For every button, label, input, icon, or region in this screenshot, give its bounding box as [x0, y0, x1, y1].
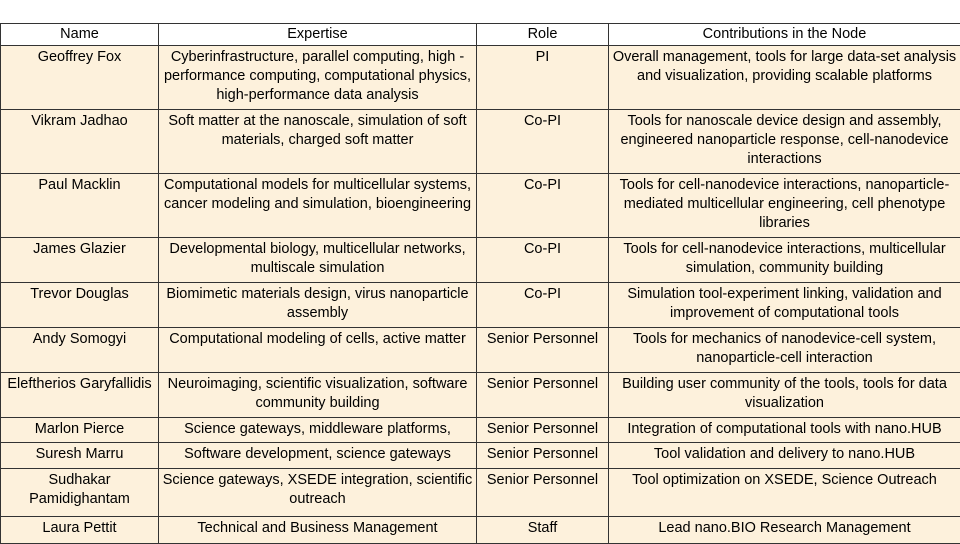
table-row — [1, 328, 960, 373]
table-row — [1, 46, 960, 110]
cell-expertise: Soft matter at the nanoscale, simulation of soft materials, charged soft matter — [159, 110, 477, 174]
header-role: Role — [477, 24, 609, 46]
cell-role: PI — [477, 46, 609, 110]
cell-role: Senior Personnel — [477, 418, 609, 443]
cell-contributions: Building user community of the tools, tools for data visualization — [609, 373, 960, 418]
table-row — [1, 110, 960, 174]
cell-contributions: Tools for cell-nanodevice interactions, nanoparticle-mediated multicellular engineering, cell phenotype libraries — [609, 174, 960, 238]
team-table — [0, 23, 960, 544]
cell-role: Co-PI — [477, 110, 609, 174]
cell-expertise: Computational modeling of cells, active matter — [159, 328, 477, 373]
header-contributions: Contributions in the Node — [609, 24, 960, 46]
table-row — [1, 418, 960, 443]
cell-role: Staff — [477, 517, 609, 544]
header-name: Name — [1, 24, 159, 46]
cell-name: Suresh Marru — [1, 443, 159, 469]
cell-name: Andy Somogyi — [1, 328, 159, 373]
cell-role: Senior Personnel — [477, 373, 609, 418]
cell-expertise: Cyberinfrastructure, parallel computing, high -performance computing, computational physics, high-performance data analysis — [159, 46, 477, 110]
table-row — [1, 174, 960, 238]
cell-contributions: Lead nano.BIO Research Management — [609, 517, 960, 544]
cell-name: Vikram Jadhao — [1, 110, 159, 174]
table-row — [1, 283, 960, 328]
cell-contributions: Tool validation and delivery to nano.HUB — [609, 443, 960, 469]
table-row — [1, 469, 960, 517]
cell-role: Co-PI — [477, 283, 609, 328]
cell-role: Senior Personnel — [477, 443, 609, 469]
cell-role: Senior Personnel — [477, 469, 609, 517]
table-row — [1, 517, 960, 544]
cell-name: Laura Pettit — [1, 517, 159, 544]
cell-contributions: Integration of computational tools with nano.HUB — [609, 418, 960, 443]
cell-expertise: Science gateways, middleware platforms, — [159, 418, 477, 443]
cell-expertise: Science gateways, XSEDE integration, scientific outreach — [159, 469, 477, 517]
cell-role: Co-PI — [477, 174, 609, 238]
cell-expertise: Software development, science gateways — [159, 443, 477, 469]
cell-name: Marlon Pierce — [1, 418, 159, 443]
cell-name: Trevor Douglas — [1, 283, 159, 328]
cell-name: Paul Macklin — [1, 174, 159, 238]
cell-name: James Glazier — [1, 238, 159, 283]
cell-name: Sudhakar Pamidighantam — [1, 469, 159, 517]
header-expertise: Expertise — [159, 24, 477, 46]
cell-expertise: Neuroimaging, scientific visualization, software community building — [159, 373, 477, 418]
cell-expertise: Computational models for multicellular systems, cancer modeling and simulation, bioengineering — [159, 174, 477, 238]
cell-role: Co-PI — [477, 238, 609, 283]
cell-contributions: Tools for mechanics of nanodevice-cell system, nanoparticle-cell interaction — [609, 328, 960, 373]
table-row — [1, 443, 960, 469]
cell-name: Eleftherios Garyfallidis — [1, 373, 159, 418]
cell-expertise: Biomimetic materials design, virus nanoparticle assembly — [159, 283, 477, 328]
cell-expertise: Technical and Business Management — [159, 517, 477, 544]
table-header-row — [1, 24, 960, 46]
cell-contributions: Tools for cell-nanodevice interactions, multicellular simulation, community building — [609, 238, 960, 283]
cell-role: Senior Personnel — [477, 328, 609, 373]
cell-contributions: Overall management, tools for large data-set analysis and visualization, providing scalable platforms — [609, 46, 960, 110]
cell-contributions: Tool optimization on XSEDE, Science Outreach — [609, 469, 960, 517]
table-row — [1, 238, 960, 283]
cell-contributions: Tools for nanoscale device design and assembly, engineered nanoparticle response, cell-nanodevice interactions — [609, 110, 960, 174]
cell-expertise: Developmental biology, multicellular networks, multiscale simulation — [159, 238, 477, 283]
cell-name: Geoffrey Fox — [1, 46, 159, 110]
cell-contributions: Simulation tool-experiment linking, validation and improvement of computational tools — [609, 283, 960, 328]
table-row — [1, 373, 960, 418]
